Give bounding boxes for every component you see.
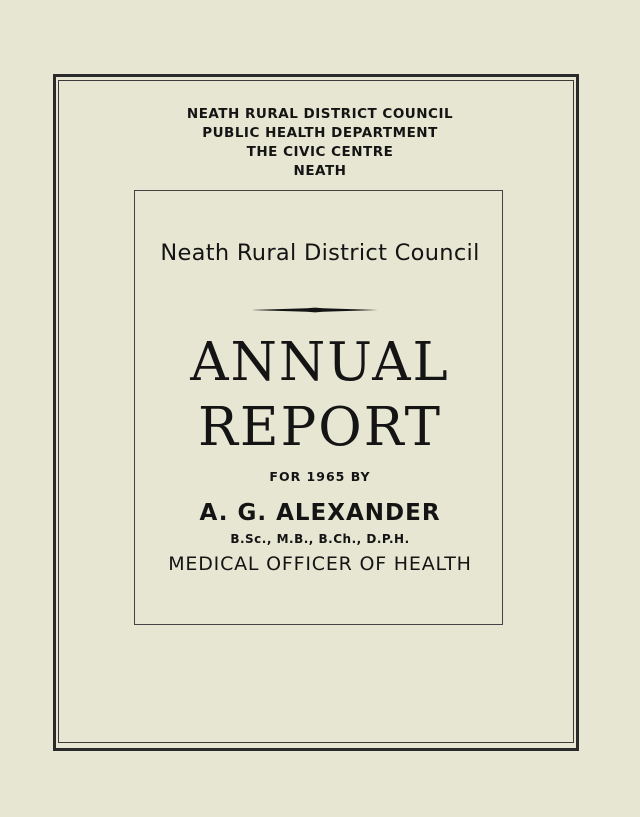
- header-line-town: NEATH: [293, 163, 347, 179]
- ornamental-rule: [252, 307, 378, 313]
- report-year: FOR 1965 BY: [269, 469, 371, 484]
- header-line-department: PUBLIC HEALTH DEPARTMENT: [202, 125, 438, 141]
- header-line-civic-centre: THE CIVIC CENTRE: [246, 144, 394, 160]
- department-header: [0, 105, 640, 181]
- title-annual: ANNUAL: [190, 332, 450, 393]
- title-report: REPORT: [197, 397, 443, 458]
- header-line-council: NEATH RURAL DISTRICT COUNCIL: [186, 106, 454, 122]
- author-role: MEDICAL OFFICER OF HEALTH: [168, 553, 472, 575]
- council-title: Neath Rural District Council: [160, 240, 480, 266]
- author-name: A. G. ALEXANDER: [199, 500, 441, 526]
- author-degrees: B.Sc., M.B., B.Ch., D.P.H.: [230, 532, 410, 546]
